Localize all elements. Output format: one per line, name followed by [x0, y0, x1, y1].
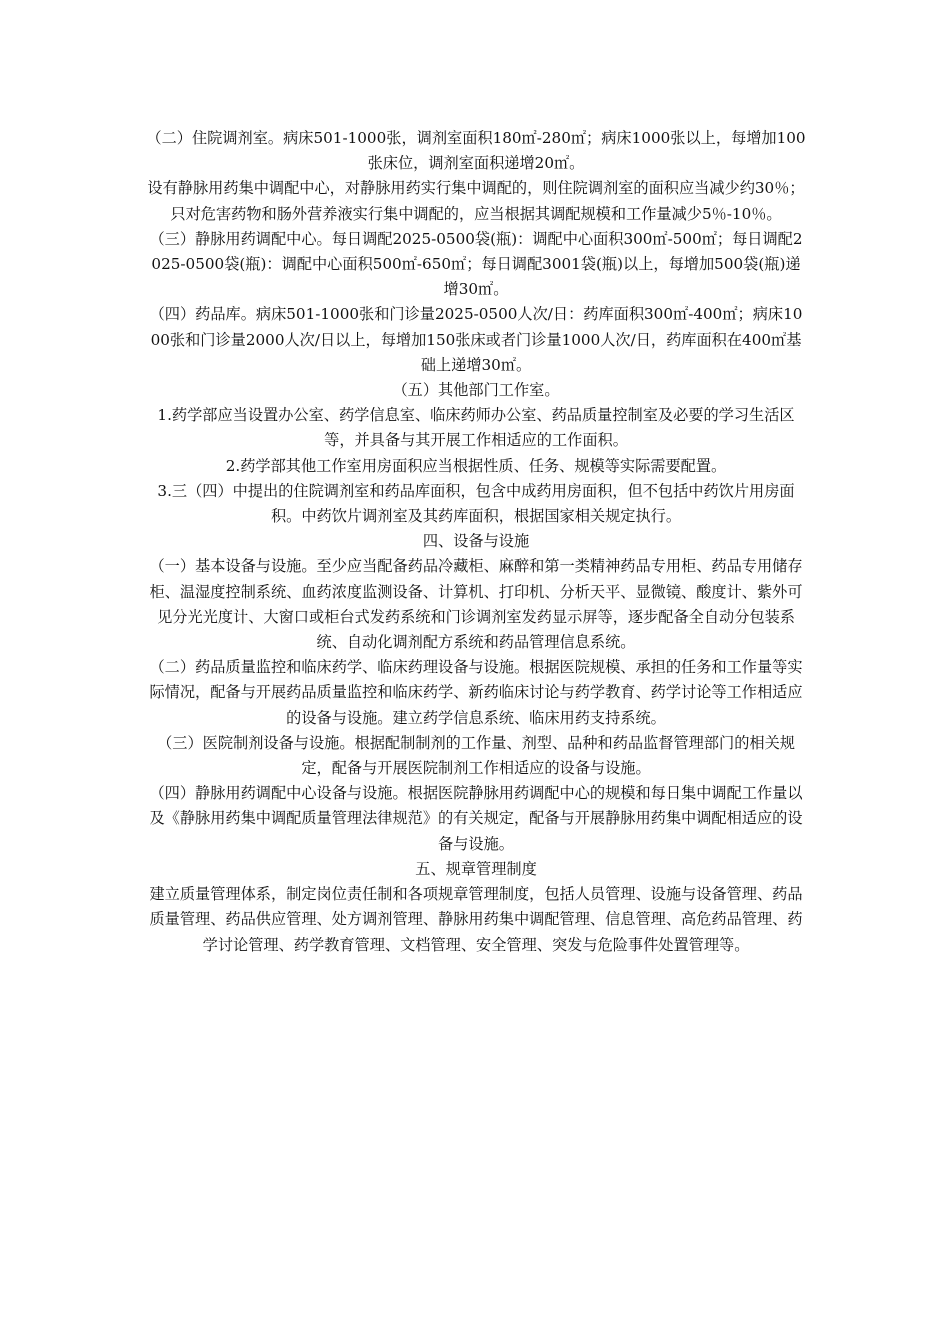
section-heading-equipment: 四、设备与设施	[422, 532, 530, 551]
paragraph-preparation-equipment: （三）医院制剂设备与设施。根据配制制剂的工作量、剂型、品种和药品监督管理部门的相关规定，配备与开展医院制剂工作相适应的设备与设施。	[157, 733, 795, 778]
document-body	[145, 126, 807, 958]
section-heading-regulations: 五、规章管理制度	[415, 859, 537, 878]
paragraph-item-3: 3.三（四）中提出的住院调剂室和药品库面积，包含中成药用房面积，但不包括中药饮片用房面积。中药饮片调剂室及其药库面积，根据国家相关规定执行。	[157, 481, 795, 526]
paragraph-basic-equipment: （一）基本设备与设施。至少应当配备药品冷藏柜、麻醉和第一类精神药品专用柜、药品专用储存柜、温湿度控制系统、血药浓度监测设备、计算机、打印机、分析天平、显微镜、酸度计、紫外可见分光光度计、大窗口或柜台式发药系统和门诊调剂室发药显示屏等，逐步配备全自动分包装系统、自动化调剂配方系统和药品管理信息系统。	[149, 557, 803, 652]
paragraph-iv-admixture-center: （三）静脉用药调配中心。每日调配2025-0500袋(瓶)：调配中心面积300㎡-500㎡；每日调配2025-0500袋(瓶)：调配中心面积500㎡-650㎡；每日调配3001袋(瓶)以上，每增加500袋(瓶)递增30㎡。	[149, 229, 803, 299]
paragraph-iv-center-area-reduction: 设有静脉用药集中调配中心，对静脉用药实行集中调配的，则住院调剂室的面积应当减少约30％；只对危害药物和肠外营养液实行集中调配的，应当根据其调配规模和工作量减少5％-10％。	[147, 179, 805, 223]
paragraph-quality-monitoring-equipment: （二）药品质量监控和临床药学、临床药理设备与设施。根据医院规模、承担的任务和工作量等实际情况，配备与开展药品质量监控和临床药学、新药临床讨论与药学教育、药学讨论等工作相适应的设备与设施。建立药学信息系统、临床用药支持系统。	[149, 658, 803, 727]
paragraph-item-2: 2.药学部其他工作室用房面积应当根据性质、任务、规模等实际需要配置。	[225, 456, 727, 475]
paragraph-iv-center-equipment: （四）静脉用药调配中心设备与设施。根据医院静脉用药调配中心的规模和每日集中调配工作量以及《静脉用药集中调配质量管理法律规范》的有关规定，配备与开展静脉用药集中调配相适应的设备与设施。	[149, 784, 803, 853]
paragraph-item-1: 1.药学部应当设置办公室、药学信息室、临床药师办公室、药品质量控制室及必要的学习生活区等，并具备与其开展工作相适应的工作面积。	[157, 406, 795, 450]
paragraph-management-system: 建立质量管理体系，制定岗位责任制和各项规章管理制度，包括人员管理、设施与设备管理、药品质量管理、药品供应管理、处方调剂管理、静脉用药集中调配管理、信息管理、高危药品管理、药学讨论管理、药学教育管理、文档管理、安全管理、突发与危险事件处置管理等。	[149, 885, 803, 954]
paragraph-other-offices: （五）其他部门工作室。	[392, 381, 560, 400]
paragraph-drug-warehouse: （四）药品库。病床501-1000张和门诊量2025-0500人次/日：药库面积300㎡-400㎡；病床1000张和门诊量2000人次/日以上，每增加150张床或者门诊量1000人次/日，药库面积在400㎡基础上递增30㎡。	[149, 305, 803, 374]
paragraph-inpatient-dispensary: （二）住院调剂室。病床501-1000张，调剂室面积180㎡-280㎡；病床1000张以上，每增加100张床位，调剂室面积递增20㎡。	[146, 129, 806, 173]
